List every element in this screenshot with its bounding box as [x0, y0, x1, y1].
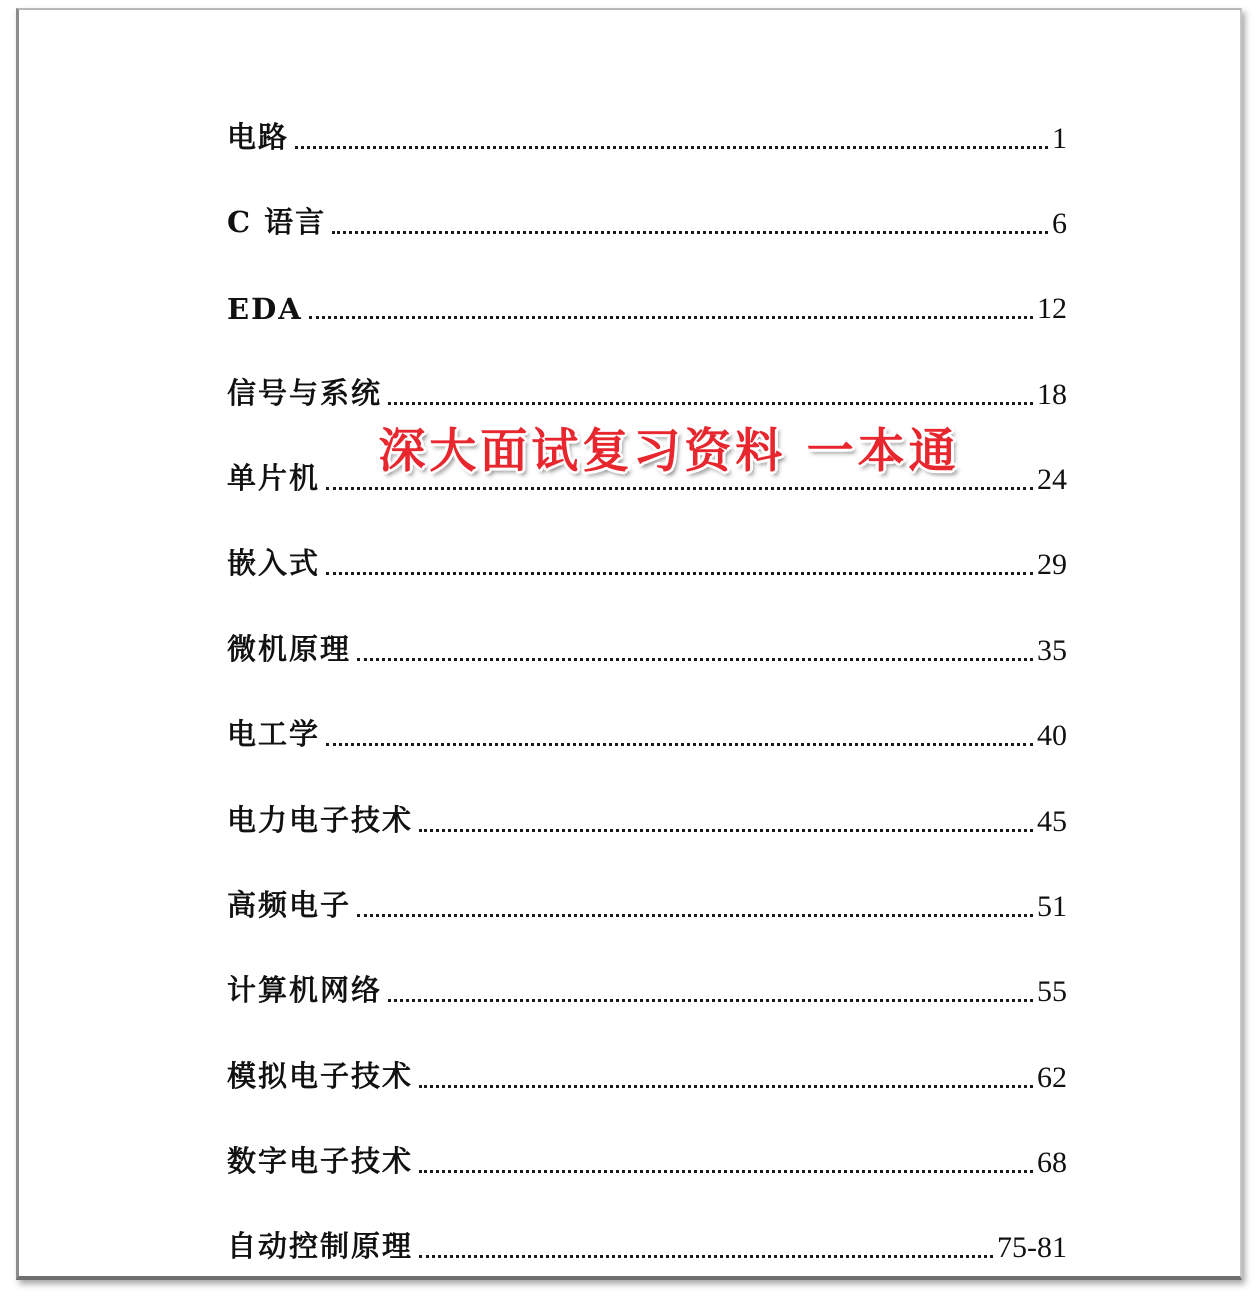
toc-entry-page: 12: [1037, 292, 1067, 325]
dot-leader: [419, 1169, 1033, 1173]
document-page: [16, 8, 1242, 1280]
toc-entry-title: 电路: [227, 120, 290, 154]
dot-leader: [357, 657, 1033, 661]
toc-entry: [227, 372, 1067, 412]
dot-leader: [419, 1254, 993, 1258]
toc-entry-title: 信号与系统: [227, 376, 383, 410]
dot-leader: [332, 230, 1048, 234]
table-of-contents: [19, 10, 1240, 1276]
dot-leader: [388, 401, 1033, 405]
toc-entry-title: 高频电子: [227, 888, 352, 922]
toc-entry: [227, 713, 1067, 753]
toc-entry-title: 电力电子技术: [227, 803, 414, 837]
toc-entry-page: 6: [1052, 207, 1067, 240]
toc-entry: [227, 1140, 1067, 1180]
toc-entry-title: 微机原理: [227, 632, 352, 666]
toc-entry: [227, 1055, 1067, 1095]
toc-entry-page: 51: [1037, 890, 1067, 923]
dot-leader: [388, 998, 1033, 1002]
dot-leader: [419, 828, 1033, 832]
watermark-banner: 深大面试复习资料 一本通: [378, 423, 960, 479]
toc-entry-page: 40: [1037, 719, 1067, 752]
toc-entry-title: 电工学: [227, 717, 321, 751]
toc-entry-page: 29: [1037, 548, 1067, 581]
toc-entry-title: EDA: [227, 292, 303, 326]
toc-entry-title: 模拟电子技术: [227, 1059, 414, 1093]
toc-entry-title: 嵌入式: [227, 546, 321, 580]
toc-entry-page: 75-81: [997, 1231, 1067, 1264]
toc-entry: [227, 1225, 1067, 1265]
toc-entry: [227, 969, 1067, 1009]
toc-entry-page: 1: [1052, 122, 1067, 155]
dot-leader: [295, 145, 1048, 149]
toc-entry: [227, 201, 1067, 241]
toc-entry: [227, 884, 1067, 924]
toc-entry-page: 45: [1037, 805, 1067, 838]
toc-entry-page: 55: [1037, 975, 1067, 1008]
toc-entry-page: 18: [1037, 378, 1067, 411]
toc-entry-page: 62: [1037, 1061, 1067, 1094]
dot-leader: [326, 486, 1033, 490]
dot-leader: [357, 913, 1033, 917]
toc-entry-title: 计算机网络: [227, 973, 383, 1007]
dot-leader: [419, 1084, 1033, 1088]
toc-entry-page: 35: [1037, 634, 1067, 667]
toc-entry-title: 数字电子技术: [227, 1144, 414, 1178]
toc-entry-title: 自动控制原理: [227, 1229, 414, 1263]
dot-leader: [326, 742, 1033, 746]
toc-entry-page: 24: [1037, 463, 1067, 496]
toc-entry-title: 单片机: [227, 461, 321, 495]
dot-leader: [309, 315, 1033, 319]
toc-entry: [227, 116, 1067, 156]
dot-leader: [326, 571, 1033, 575]
toc-entry: [227, 628, 1067, 668]
toc-entry-page: 68: [1037, 1146, 1067, 1179]
toc-entry: [227, 286, 1067, 326]
toc-entry: [227, 542, 1067, 582]
toc-entry: [227, 799, 1067, 839]
toc-entry-title: C 语言: [227, 205, 327, 239]
